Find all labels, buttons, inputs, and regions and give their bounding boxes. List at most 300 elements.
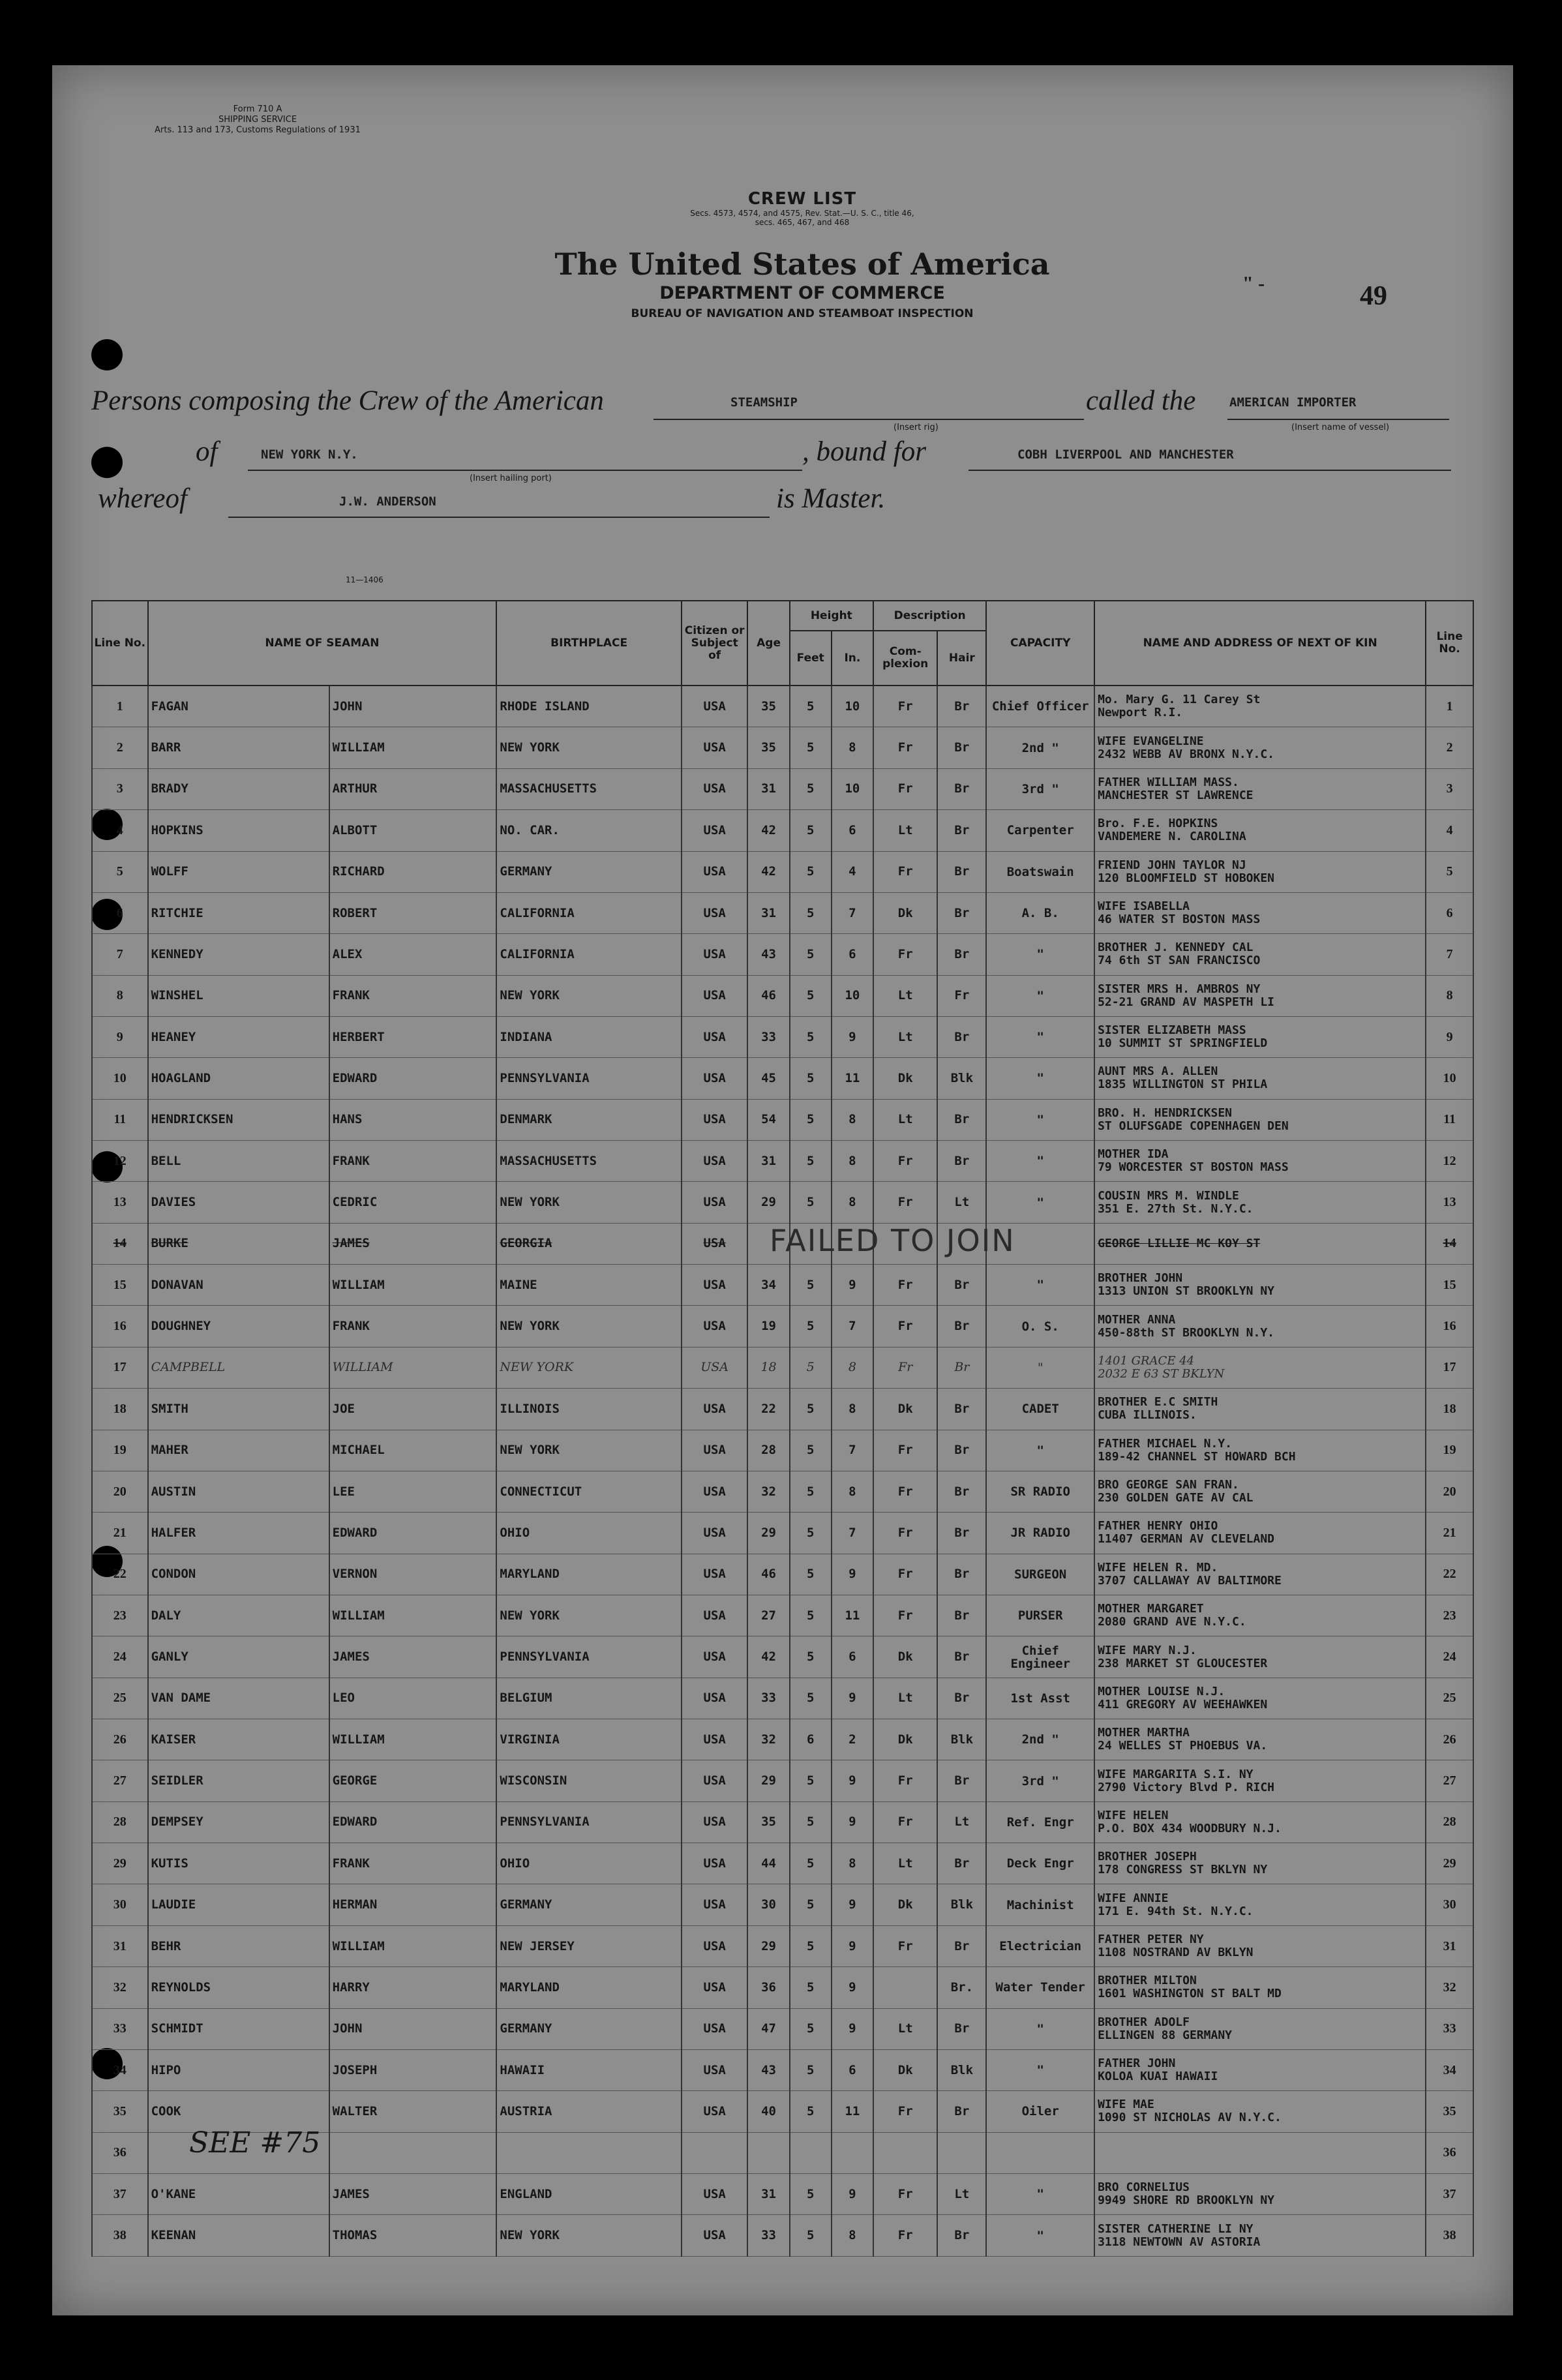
kin-line-2: 450-88th ST BROOKLYN N.Y. (1098, 1325, 1275, 1340)
line-number: 18 (92, 1389, 148, 1430)
next-of-kin (1094, 1430, 1426, 1471)
hair-color: Lt (937, 2174, 986, 2215)
height-inches: 9 (832, 1760, 873, 1801)
crew-row (92, 1801, 1473, 1843)
kin-line-1: WIFE ISABELLA (1098, 899, 1190, 914)
given-name: VERNON (329, 1554, 497, 1595)
age: 27 (747, 1595, 789, 1636)
punch-hole (91, 339, 123, 370)
next-of-kin (1094, 727, 1426, 768)
height-feet: 5 (790, 810, 832, 851)
given-name: FRANK (329, 1141, 497, 1182)
height-inches: 8 (832, 1141, 873, 1182)
height-feet: 5 (790, 975, 832, 1016)
next-of-kin (1094, 975, 1426, 1016)
next-of-kin (1094, 1347, 1426, 1388)
crew-row (92, 1678, 1473, 1719)
line-number-right: 8 (1426, 975, 1473, 1016)
line-number-right: 7 (1426, 934, 1473, 975)
hair-color: Br (937, 1265, 986, 1306)
kin-line-2: 52-21 GRAND AV MASPETH LI (1098, 995, 1275, 1009)
birthplace: AUSTRIA (496, 2091, 681, 2132)
line-number: 5 (92, 851, 148, 892)
age: 29 (747, 1760, 789, 1801)
given-name: WILLIAM (329, 1595, 497, 1636)
next-of-kin (1094, 892, 1426, 933)
birthplace: NEW YORK (496, 1430, 681, 1471)
birthplace: ILLINOIS (496, 1389, 681, 1430)
complexion: Fr (873, 2174, 937, 2215)
capacity: " (986, 1099, 1094, 1140)
kin-line-1: BROTHER J. KENNEDY CAL (1098, 941, 1254, 955)
destination-underline (969, 470, 1451, 471)
height-feet: 5 (790, 1265, 832, 1306)
age: 31 (747, 768, 789, 809)
complexion: Fr (873, 1306, 937, 1347)
citizenship: USA (682, 1513, 748, 1554)
height-inches: 8 (832, 1471, 873, 1512)
kin-line-1: MOTHER IDA (1098, 1147, 1169, 1162)
birthplace: NEW YORK (496, 975, 681, 1016)
surname: AUSTIN (148, 1471, 329, 1512)
citizenship: USA (682, 1678, 748, 1719)
bound-for-label: , bound for (802, 436, 926, 467)
crew-row (92, 892, 1473, 933)
given-name: EDWARD (329, 1513, 497, 1554)
hair-color: Br. (937, 1967, 986, 2008)
vessel-name: AMERICAN IMPORTER (1229, 395, 1357, 410)
birthplace: CONNECTICUT (496, 1471, 681, 1512)
kin-line-1: MOTHER LOUISE N.J. (1098, 1684, 1225, 1698)
hair-color: Br (937, 2008, 986, 2049)
hair-color (937, 2132, 986, 2173)
height-inches: 11 (832, 2091, 873, 2132)
kin-line-2: 178 CONGRESS ST BKLYN NY (1098, 1863, 1268, 1877)
given-name: FRANK (329, 1306, 497, 1347)
crew-row (92, 1265, 1473, 1306)
kin-line-2: 74 6th ST SAN FRANCISCO (1098, 954, 1261, 968)
kin-line-1: FATHER JOHN (1098, 2056, 1176, 2071)
rig-value: STEAMSHIP (730, 395, 798, 410)
birthplace: MAINE (496, 1265, 681, 1306)
age: 29 (747, 1925, 789, 1966)
kin-line-1: WIFE MAE (1098, 2098, 1154, 2112)
birthplace: NEW YORK (496, 1306, 681, 1347)
complexion: Fr (873, 1554, 937, 1595)
complexion: Fr (873, 727, 937, 768)
age: 33 (747, 1016, 789, 1057)
col-inches: In. (832, 631, 873, 685)
crew-row (92, 1099, 1473, 1140)
kin-line-1: BRO CORNELIUS (1098, 2180, 1190, 2195)
height-feet: 5 (790, 1678, 832, 1719)
capacity: Deck Engr (986, 1843, 1094, 1884)
next-of-kin (1094, 1678, 1426, 1719)
capacity: Ref. Engr (986, 1801, 1094, 1843)
citizenship: USA (682, 1016, 748, 1057)
birthplace: GERMANY (496, 2008, 681, 2049)
kin-line-1: FRIEND JOHN TAYLOR NJ (1098, 858, 1246, 872)
age: 30 (747, 1884, 789, 1925)
citizenship: USA (682, 2174, 748, 2215)
complexion: Lt (873, 1016, 937, 1057)
surname: HIPO (148, 2049, 329, 2090)
shipping-service: SHIPPING SERVICE (218, 115, 297, 125)
kin-line-2: 2790 Victory Blvd P. RICH (1098, 1780, 1275, 1794)
capacity: " (986, 1347, 1094, 1388)
crew-row (92, 1141, 1473, 1182)
crew-table (91, 600, 1474, 2257)
line-number-right: 33 (1426, 2008, 1473, 2049)
hair-color: Br (937, 727, 986, 768)
crew-row (92, 727, 1473, 768)
crew-row (92, 1471, 1473, 1512)
capacity: Boatswain (986, 851, 1094, 892)
kin-line-2: 2432 WEBB AV BRONX N.Y.C. (1098, 747, 1275, 761)
complexion: Lt (873, 2008, 937, 2049)
capacity: PURSER (986, 1595, 1094, 1636)
given-name: JOE (329, 1389, 497, 1430)
kin-line-2: 1090 ST NICHOLAS AV N.Y.C. (1098, 2111, 1282, 2125)
age: 42 (747, 1636, 789, 1678)
capacity: " (986, 975, 1094, 1016)
birthplace: MARYLAND (496, 1967, 681, 2008)
line-number-right: 10 (1426, 1058, 1473, 1099)
next-of-kin (1094, 1141, 1426, 1182)
citizenship: USA (682, 1801, 748, 1843)
vessel-line-2 (91, 436, 1461, 483)
height-inches: 8 (832, 1843, 873, 1884)
citizenship: USA (682, 1884, 748, 1925)
citizenship (682, 2132, 748, 2173)
hair-color: Br (937, 1471, 986, 1512)
kin-line-1: FATHER WILLIAM MASS. (1098, 775, 1239, 789)
crew-row (92, 1967, 1473, 2008)
line-number: 27 (92, 1760, 148, 1801)
capacity: Carpenter (986, 810, 1094, 851)
kin-line-1: WIFE EVANGELINE (1098, 734, 1204, 748)
age: 35 (747, 727, 789, 768)
hair-color: Br (937, 1925, 986, 1966)
citizenship: USA (682, 1719, 748, 1760)
kin-line-1: WIFE MARY N.J. (1098, 1643, 1197, 1657)
age: 46 (747, 1554, 789, 1595)
crew-list-document (52, 65, 1513, 2315)
next-of-kin (1094, 1801, 1426, 1843)
page-number: 49 (1360, 281, 1387, 311)
is-master-label: is Master. (776, 483, 886, 514)
line-number-right: 14 (1426, 1223, 1473, 1264)
crew-row (92, 1306, 1473, 1347)
hailing-port: NEW YORK N.Y. (261, 447, 358, 462)
crew-row (92, 1389, 1473, 1430)
line-number: 16 (92, 1306, 148, 1347)
birthplace (496, 2132, 681, 2173)
crew-row (92, 975, 1473, 1016)
age: 18 (747, 1347, 789, 1388)
height-inches: 9 (832, 1884, 873, 1925)
birthplace: OHIO (496, 1843, 681, 1884)
line-number: 38 (92, 2215, 148, 2257)
height-inches: 9 (832, 1265, 873, 1306)
line-number: 34 (92, 2049, 148, 2090)
citizenship: USA (682, 2091, 748, 2132)
line-number-right: 15 (1426, 1265, 1473, 1306)
surname: HALFER (148, 1513, 329, 1554)
complexion: Fr (873, 1265, 937, 1306)
vessel-line-1 (91, 385, 1461, 432)
kin-line-2: 238 MARKET ST GLOUCESTER (1098, 1656, 1268, 1670)
crew-row (92, 1925, 1473, 1966)
kin-line-1: BROTHER JOSEPH (1098, 1850, 1197, 1864)
age: 32 (747, 1719, 789, 1760)
birthplace: ENGLAND (496, 2174, 681, 2215)
given-name: HERMAN (329, 1884, 497, 1925)
hair-color: Lt (937, 1801, 986, 1843)
next-of-kin (1094, 1925, 1426, 1966)
vessel-name-underline (1227, 419, 1449, 420)
given-name: HERBERT (329, 1016, 497, 1057)
complexion: Fr (873, 1141, 937, 1182)
hair-color: Br (937, 1430, 986, 1471)
crew-row (92, 2008, 1473, 2049)
next-of-kin (1094, 1471, 1426, 1512)
citizenship: USA (682, 1595, 748, 1636)
capacity: 3rd " (986, 1760, 1094, 1801)
capacity: " (986, 2008, 1094, 2049)
col-complexion: Com-plexion (873, 631, 937, 685)
kin-line-1: BROTHER E.C SMITH (1098, 1395, 1218, 1409)
line-number: 24 (92, 1636, 148, 1678)
crew-row (92, 685, 1473, 727)
line-number: 7 (92, 934, 148, 975)
birthplace: MASSACHUSETTS (496, 1141, 681, 1182)
height-inches: 9 (832, 1967, 873, 2008)
line-number-right: 29 (1426, 1843, 1473, 1884)
next-of-kin (1094, 2091, 1426, 2132)
complexion: Lt (873, 975, 937, 1016)
kin-line-2: 1835 WILLINGTON ST PHILA (1098, 1077, 1268, 1092)
height-feet: 5 (790, 2008, 832, 2049)
master-name: J.W. ANDERSON (339, 494, 436, 509)
next-of-kin (1094, 685, 1426, 727)
capacity: Water Tender (986, 1967, 1094, 2008)
hair-color: Br (937, 892, 986, 933)
col-next-of-kin: NAME AND ADDRESS OF NEXT OF KIN (1094, 601, 1426, 685)
age: 33 (747, 1678, 789, 1719)
whereof-label: whereof (98, 483, 187, 514)
hair-color: Br (937, 1554, 986, 1595)
birthplace: NEW YORK (496, 2215, 681, 2257)
age: 42 (747, 851, 789, 892)
line-number-right: 19 (1426, 1430, 1473, 1471)
document-title: CREW LIST (747, 189, 857, 209)
birthplace: HAWAII (496, 2049, 681, 2090)
next-of-kin (1094, 1595, 1426, 1636)
capacity: CADET (986, 1389, 1094, 1430)
line-number-right: 1 (1426, 685, 1473, 727)
capacity: 1st Asst (986, 1678, 1094, 1719)
height-feet: 5 (790, 1884, 832, 1925)
kin-line-2: KOLOA KUAI HAWAII (1098, 2070, 1218, 2084)
complexion: Fr (873, 1760, 937, 1801)
next-of-kin (1094, 1967, 1426, 2008)
kin-line-2: 2032 E 63 ST BKLYN (1098, 1366, 1225, 1381)
complexion: Fr (873, 685, 937, 727)
next-of-kin (1094, 851, 1426, 892)
kin-line-2: 230 GOLDEN GATE AV CAL (1098, 1491, 1254, 1505)
next-of-kin (1094, 1884, 1426, 1925)
surname: WINSHEL (148, 975, 329, 1016)
hair-color: Br (937, 1760, 986, 1801)
height-feet: 5 (790, 1141, 832, 1182)
height-inches: 10 (832, 685, 873, 727)
of-label: of (196, 436, 218, 467)
hair-color: Br (937, 810, 986, 851)
kin-line-1: MOTHER MARTHA (1098, 1726, 1190, 1740)
citizenship: USA (682, 1347, 748, 1388)
line-number-right: 18 (1426, 1389, 1473, 1430)
crew-row (92, 1595, 1473, 1636)
line-number-right: 21 (1426, 1513, 1473, 1554)
complexion: Lt (873, 1843, 937, 1884)
birthplace: MASSACHUSETTS (496, 768, 681, 809)
port-underline (248, 470, 802, 471)
surname: BARR (148, 727, 329, 768)
hair-color: Br (937, 768, 986, 809)
complexion: Fr (873, 768, 937, 809)
height-feet (790, 2132, 832, 2173)
line-number: 32 (92, 1967, 148, 2008)
given-name: JOHN (329, 685, 497, 727)
height-feet: 5 (790, 2215, 832, 2257)
hair-color: Br (937, 1347, 986, 1388)
capacity: 2nd " (986, 1719, 1094, 1760)
birthplace: NEW JERSEY (496, 1925, 681, 1966)
capacity: " (986, 1058, 1094, 1099)
kin-line-1: COUSIN MRS M. WINDLE (1098, 1188, 1239, 1203)
birthplace: VIRGINIA (496, 1719, 681, 1760)
line-number: 25 (92, 1678, 148, 1719)
age: 28 (747, 1430, 789, 1471)
birthplace: GEORGIA (496, 1223, 681, 1264)
height-inches: 9 (832, 1925, 873, 1966)
height-inches: 9 (832, 1554, 873, 1595)
kin-line-1: BRO GEORGE SAN FRAN. (1098, 1478, 1239, 1492)
line-number: 8 (92, 975, 148, 1016)
col-capacity: CAPACITY (986, 601, 1094, 685)
next-of-kin (1094, 2132, 1426, 2173)
line-number: 22 (92, 1554, 148, 1595)
height-inches: 8 (832, 1099, 873, 1140)
kin-line-2: 79 WORCESTER ST BOSTON MASS (1098, 1160, 1289, 1175)
next-of-kin (1094, 2215, 1426, 2257)
capacity: O. S. (986, 1306, 1094, 1347)
age: 45 (747, 1058, 789, 1099)
line-number: 33 (92, 2008, 148, 2049)
given-name: WILLIAM (329, 727, 497, 768)
given-name: HANS (329, 1099, 497, 1140)
capacity: " (986, 2215, 1094, 2257)
complexion: Lt (873, 1099, 937, 1140)
kin-line-2: VANDEMERE N. CAROLINA (1098, 830, 1246, 844)
given-name: THOMAS (329, 2215, 497, 2257)
given-name: WILLIAM (329, 1719, 497, 1760)
line-number: 10 (92, 1058, 148, 1099)
complexion (873, 1967, 937, 2008)
hair-color: Br (937, 2215, 986, 2257)
given-name: ARTHUR (329, 768, 497, 809)
height-feet: 5 (790, 934, 832, 975)
age: 36 (747, 1967, 789, 2008)
capacity: " (986, 1141, 1094, 1182)
crew-row (92, 1513, 1473, 1554)
height-feet: 5 (790, 1967, 832, 2008)
surname: SCHMIDT (148, 2008, 329, 2049)
height-inches: 8 (832, 727, 873, 768)
crew-row (92, 1554, 1473, 1595)
capacity: Oiler (986, 2091, 1094, 2132)
statutes-line: Secs. 4573, 4574, and 4575, Rev. Stat.—U. S. C., title 46, (690, 209, 914, 218)
complexion: Lt (873, 810, 937, 851)
kin-line-2: P.O. BOX 434 WOODBURY N.J. (1098, 1821, 1282, 1835)
kin-line-1: BRO. H. HENDRICKSEN (1098, 1106, 1232, 1120)
next-of-kin (1094, 2174, 1426, 2215)
given-name: JAMES (329, 1223, 497, 1264)
height-feet: 5 (790, 2174, 832, 2215)
hair-color: Br (937, 1306, 986, 1347)
col-line-no-right: Line No. (1426, 601, 1473, 685)
height-feet: 5 (790, 2049, 832, 2090)
line-number: 19 (92, 1430, 148, 1471)
surname: SMITH (148, 1389, 329, 1430)
kin-line-1: FATHER PETER NY (1098, 1933, 1204, 1947)
height-feet: 5 (790, 851, 832, 892)
capacity: " (986, 1016, 1094, 1057)
height-feet: 5 (790, 1016, 832, 1057)
height-feet: 5 (790, 1347, 832, 1388)
line-number-right: 37 (1426, 2174, 1473, 2215)
hair-color: Br (937, 1389, 986, 1430)
given-name: HARRY (329, 1967, 497, 2008)
kin-line-1: MOTHER MARGARET (1098, 1602, 1204, 1616)
next-of-kin (1094, 1843, 1426, 1884)
age: 44 (747, 1843, 789, 1884)
line-number-right: 24 (1426, 1636, 1473, 1678)
birthplace: NEW YORK (496, 1347, 681, 1388)
line-number-right: 20 (1426, 1471, 1473, 1512)
complexion: Fr (873, 851, 937, 892)
kin-line-2: 2080 GRAND AVE N.Y.C. (1098, 1615, 1246, 1629)
height-feet: 5 (790, 1636, 832, 1678)
line-number-right: 5 (1426, 851, 1473, 892)
birthplace: PENNSYLVANIA (496, 1801, 681, 1843)
age: 43 (747, 934, 789, 975)
citizenship: USA (682, 1099, 748, 1140)
kin-line-2: CUBA ILLINOIS. (1098, 1408, 1197, 1423)
height-inches: 8 (832, 1182, 873, 1223)
citizenship: USA (682, 1471, 748, 1512)
birthplace: DENMARK (496, 1099, 681, 1140)
crew-row (92, 1884, 1473, 1925)
kin-line-2: 10 SUMMIT ST SPRINGFIELD (1098, 1036, 1268, 1051)
kin-line-1: BROTHER JOHN (1098, 1271, 1183, 1286)
height-inches: 7 (832, 1430, 873, 1471)
line-number: 6 (92, 892, 148, 933)
citizenship: USA (682, 934, 748, 975)
capacity: " (986, 2174, 1094, 2215)
complexion: Fr (873, 1471, 937, 1512)
